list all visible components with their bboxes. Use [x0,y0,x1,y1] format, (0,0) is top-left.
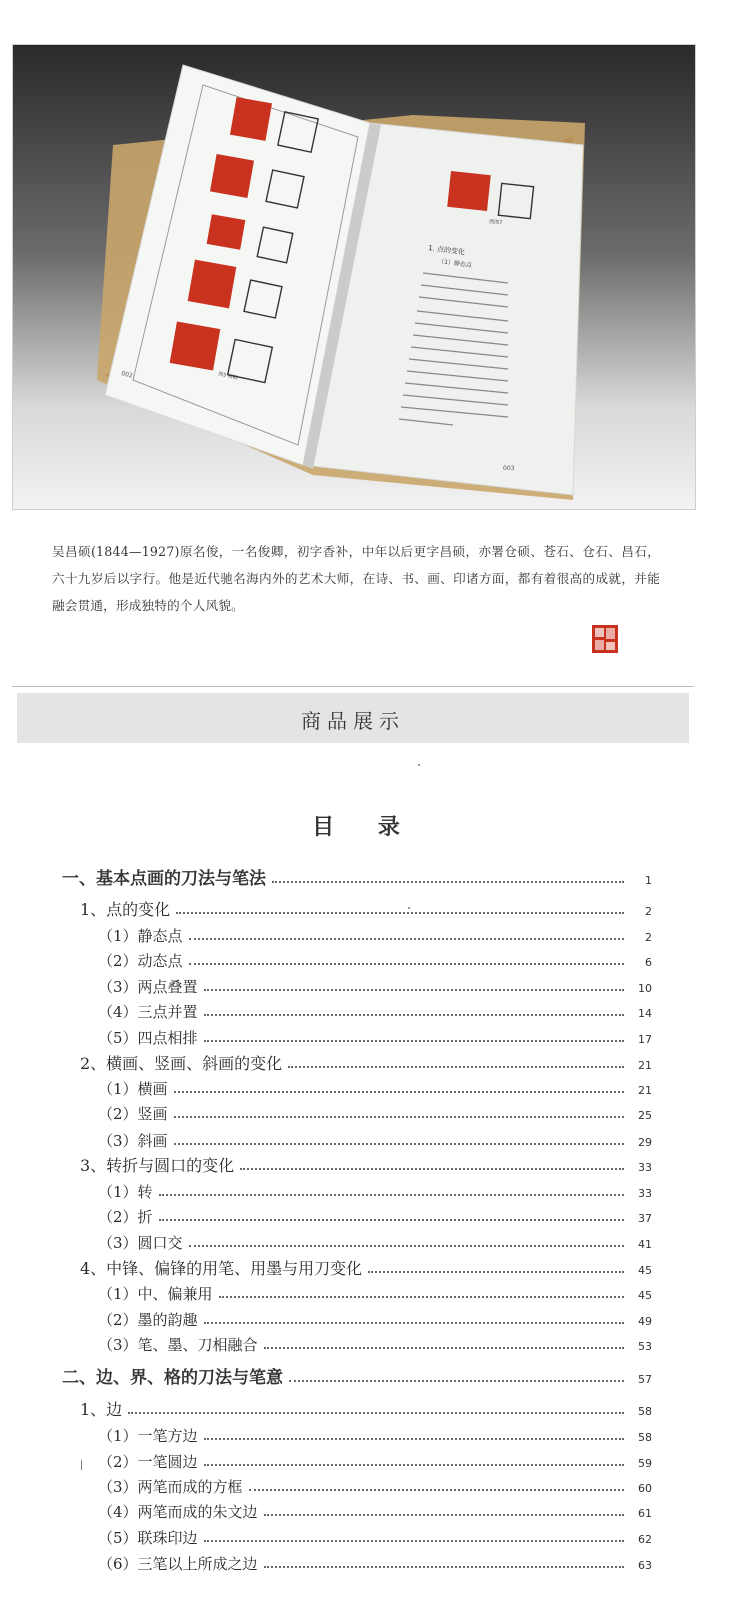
left-page-number: 002 [120,370,134,380]
section-divider [12,686,694,687]
toc-page-number: 33 [638,1161,652,1174]
dot-leader [189,938,624,940]
figure-caption: 图5 画鹤 [217,371,239,382]
toc-page-number: 29 [638,1136,652,1149]
toc-page-number: 14 [638,1007,652,1020]
toc-entry-label: （3）两点叠置 [98,978,198,996]
dot-leader [204,1438,624,1440]
toc-entry-label: （2）折 [98,1208,153,1226]
banner-title: 商品展示 [301,709,405,733]
artist-biography: 吴昌硕(1844—1927)原名俊，一名俊卿，初字香补，中年以后更字昌硕，亦署仓硕、苍石、仓石、昌石，六十九岁后以字行。他是近代驰名海内外的艺术大师，在诗、书、画、印诸方面，都有着很高的成就，并能融会贯通，形成独特的个人风貌。 [52,544,660,613]
toc-page-number: 2 [645,931,652,944]
toc-page-number: 57 [638,1373,652,1386]
toc-entry [98,996,652,1022]
toc-entry-label: 4、中锋、偏锋的用笔、用墨与用刀变化 [80,1259,363,1278]
toc-entry [98,1125,652,1151]
toc-page-number: 6 [645,956,652,969]
scan-speck [418,764,420,766]
toc-entry-label: （1）转 [98,1183,153,1201]
dot-leader [159,1219,624,1221]
toc-title: 目 录 [312,815,418,840]
dot-leader [288,1066,624,1068]
dot-leader [264,1566,624,1568]
toc-page-number: 59 [638,1457,652,1470]
toc-entry [98,1098,652,1124]
toc-entry-label: （3）圆口交 [98,1234,183,1252]
book-photo [12,44,696,510]
dot-leader [272,881,624,883]
dot-leader [240,1168,624,1170]
dot-leader [176,912,624,914]
toc-entry [98,1471,652,1497]
toc-page-number: 62 [638,1533,652,1546]
toc-page-number: 25 [638,1109,652,1122]
dot-leader [174,1116,624,1118]
scan-speck [408,907,410,909]
toc-entry-label: （2）竖画 [98,1105,168,1123]
toc-entry [98,1446,652,1472]
scan-speck [81,1460,82,1470]
toc-entry [80,894,652,920]
dot-leader [189,1245,624,1247]
right-seal [447,171,491,211]
toc-entry-label: 3、转折与圆口的变化 [80,1156,235,1175]
toc-entry [62,1362,652,1388]
dot-leader [219,1296,624,1298]
dot-leader [204,1322,624,1324]
toc-page-number: 2 [645,905,652,918]
toc-entry-label: （1）静态点 [98,927,183,945]
toc-page-number: 33 [638,1187,652,1200]
dot-leader [159,1194,624,1196]
toc-entry [98,1073,652,1099]
dot-leader [204,1014,624,1016]
toc-page-number: 58 [638,1431,652,1444]
toc-entry-label: （1）横画 [98,1080,168,1098]
toc-entry-label: （1）中、偏兼用 [98,1285,213,1303]
toc-entry [98,920,652,946]
dot-leader [204,989,624,991]
dot-leader [249,1489,624,1491]
dot-leader [264,1514,624,1516]
dot-leader [204,1464,624,1466]
toc-entry-label: （2）墨的韵趣 [98,1311,198,1329]
toc-entry-label: （3）斜画 [98,1132,168,1150]
red-seal-stamp [591,624,619,654]
toc-page-number: 21 [638,1059,652,1072]
toc-entry [98,1201,652,1227]
toc-entry [98,1522,652,1548]
toc-entry-label: （2）动态点 [98,952,183,970]
right-page-number: 003 [503,465,515,472]
right-figure-caption: 图图7 [488,219,503,227]
toc-entry-label: （4）三点并置 [98,1003,198,1021]
toc-page-number: 61 [638,1507,652,1520]
toc-page-number: 1 [645,874,652,887]
toc-entry-label: （5）四点相排 [98,1029,198,1047]
toc-entry [62,863,652,889]
toc-entry [98,1304,652,1330]
toc-entry [98,1278,652,1304]
toc-page-number: 17 [638,1033,652,1046]
toc-entry [98,1496,652,1522]
dot-leader [204,1040,624,1042]
toc-entry [98,1176,652,1202]
toc-entry-label: （3）两笔而成的方框 [98,1478,243,1496]
toc-page-number: 63 [638,1559,652,1572]
toc-entry [80,1394,652,1420]
toc-entry [80,1253,652,1279]
toc-entry [98,1022,652,1048]
right-page-heading: 1. 点的变化 [427,244,466,257]
toc-page-number: 37 [638,1212,652,1225]
toc-entry-label: 1、点的变化 [80,900,171,919]
dot-leader [174,1143,624,1145]
toc-page-number: 49 [638,1315,652,1328]
right-page-subheading: （1）静态点 [437,258,473,270]
toc-entry-label: 2、横画、竖画、斜画的变化 [80,1054,283,1073]
dot-leader [128,1412,624,1414]
dot-leader [204,1540,624,1542]
toc-page-number: 58 [638,1405,652,1418]
toc-page-number: 10 [638,982,652,995]
dot-leader [174,1091,624,1093]
toc-entry [98,1420,652,1446]
toc-page-number: 45 [638,1264,652,1277]
section-banner [17,693,689,743]
toc-entry [98,971,652,997]
toc-entry-label: （1）一笔方边 [98,1427,198,1445]
toc-page-number: 53 [638,1340,652,1353]
toc-entry-label: （6）三笔以上所成之边 [98,1555,258,1573]
toc-entry-label: 二、边、界、格的刀法与笔意 [62,1368,283,1388]
toc-entry-label: 1、边 [80,1400,123,1419]
toc-page-number: 60 [638,1482,652,1495]
toc-entry-label: （3）笔、墨、刀相融合 [98,1336,258,1354]
toc-entry [98,1548,652,1574]
toc-page-number: 45 [638,1289,652,1302]
toc-page-number: 41 [638,1238,652,1251]
toc-entry [98,1329,652,1355]
toc-page-number: 21 [638,1084,652,1097]
toc-entry [98,945,652,971]
dot-leader [289,1380,624,1382]
dot-leader [189,963,624,965]
open-book-illustration [13,45,695,509]
toc-entry-label: （2）一笔圆边 [98,1453,198,1471]
toc-entry-label: （4）两笔而成的朱文边 [98,1503,258,1521]
dot-leader [264,1347,624,1349]
toc-entry-label: 一、基本点画的刀法与笔法 [62,869,266,889]
dot-leader [368,1271,624,1273]
toc-entry-label: （5）联珠印边 [98,1529,198,1547]
toc-entry [98,1227,652,1253]
toc-entry [80,1150,652,1176]
toc-entry [80,1048,652,1074]
table-of-contents [0,745,730,1618]
